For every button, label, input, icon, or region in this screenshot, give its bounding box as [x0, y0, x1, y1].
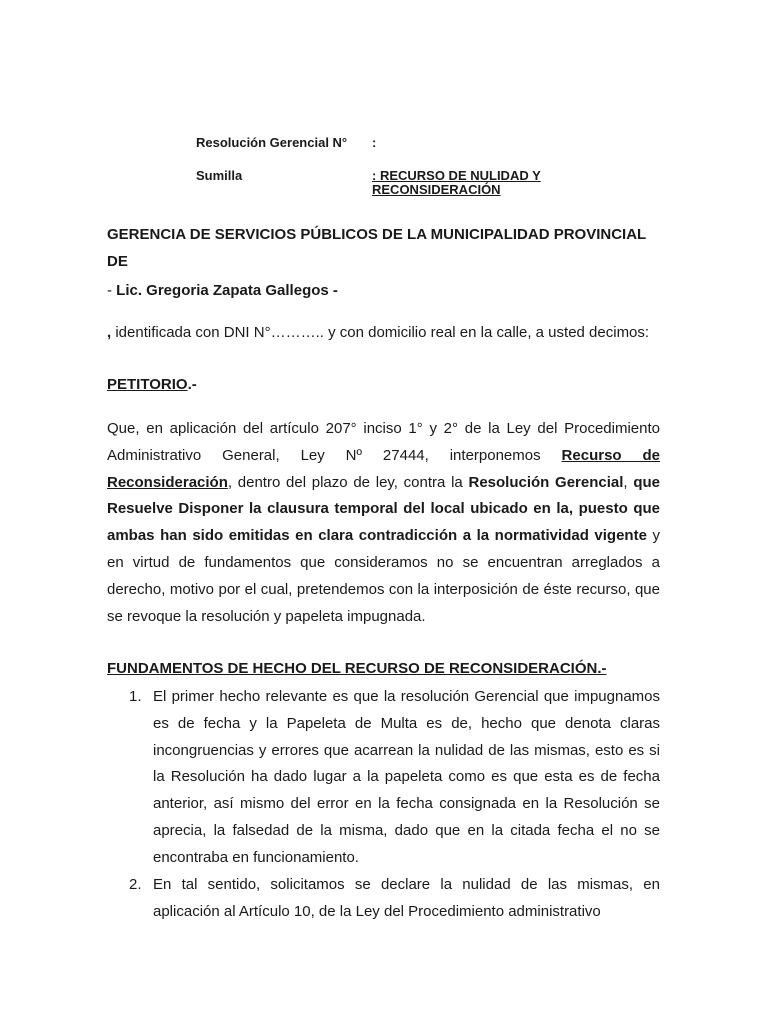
petitorio-disponer: que Resuelve Disponer la clausura temporal del local ubicado en la, puesto que ambas han sido emitidas en clara contradicción a la normatividad vigente [107, 473, 660, 545]
petitorio-heading-suffix: .- [187, 376, 197, 393]
petitorio-heading-text: PETITORIO [107, 376, 188, 393]
sumilla-label: Sumilla [196, 168, 243, 183]
petitorio-resolucion: Resolución Gerencial [468, 473, 624, 491]
list-item [107, 684, 660, 872]
list-item [107, 872, 660, 926]
addressee-block [107, 221, 667, 304]
intro-text: identificada con DNI N°……….. y con domicilio real en la calle, a usted decimos: [111, 324, 650, 341]
sumilla-value-line1: : RECURSO DE NULIDAD Y [372, 168, 541, 183]
resolucion-colon: : [372, 135, 377, 150]
petitorio-text-3: , [623, 473, 634, 491]
fundamentos-heading-text: FUNDAMENTOS DE HECHO DEL RECURSO DE RECONSIDERACIÓN.- [107, 660, 607, 677]
fundamentos-heading [107, 660, 606, 677]
list-item-number: 2. [129, 876, 142, 893]
list-item-number: 1. [129, 688, 142, 705]
intro-paragraph [107, 320, 660, 347]
addressee-name: Lic. Gregoria Zapata Gallegos - [116, 282, 338, 299]
addressee-title: GERENCIA DE SERVICIOS PÚBLICOS DE LA MUNICIPALIDAD PROVINCIAL DE [107, 226, 646, 270]
intro-comma: , [107, 324, 112, 341]
addressee-name-line [107, 277, 667, 304]
petitorio-recurso: Recurso de Reconsideración [107, 446, 660, 491]
sumilla-value [372, 169, 541, 197]
addressee-name-prefix: - [107, 282, 117, 299]
petitorio-text-1: Que, en aplicación del artículo 207° inciso 1° y 2° de la Ley del Procedimiento Administrativo General, Ley Nº 27444, interponemos [107, 420, 660, 464]
petitorio-heading [107, 376, 197, 393]
list-item-text: En tal sentido, solicitamos se declare la nulidad de las mismas, en aplicación al Artículo 10, de la Ley del Procedimiento administrativo [153, 876, 660, 920]
petitorio-paragraph [107, 416, 660, 630]
petitorio-text-2: , dentro del plazo de ley, contra la [227, 473, 469, 491]
resolucion-label: Resolución Gerencial N° [196, 135, 348, 150]
list-item-text: El primer hecho relevante es que la resolución Gerencial que impugnamos es de fecha y la Papeleta de Multa es de, hecho que denota claras incongruencias y errores que acarrean la nulidad de las mismas, esto es si la Resolución ha dado lugar a la papeleta como es que esta es de fecha anterior, así mismo del error en la fecha consignada en la Resolución se aprecia, la falsedad de la misma, dado que en la citada fecha el no se encontraba en funcionamiento. [153, 688, 660, 866]
petitorio-text-4: y en virtud de fundamentos que consideramos no se encuentran arreglados a derecho, motivo por el cual, pretendemos con la interposición de éste recurso, que se revoque la resolución y papeleta impugnada. [107, 527, 660, 625]
sumilla-value-line2: RECONSIDERACIÓN [372, 182, 501, 197]
